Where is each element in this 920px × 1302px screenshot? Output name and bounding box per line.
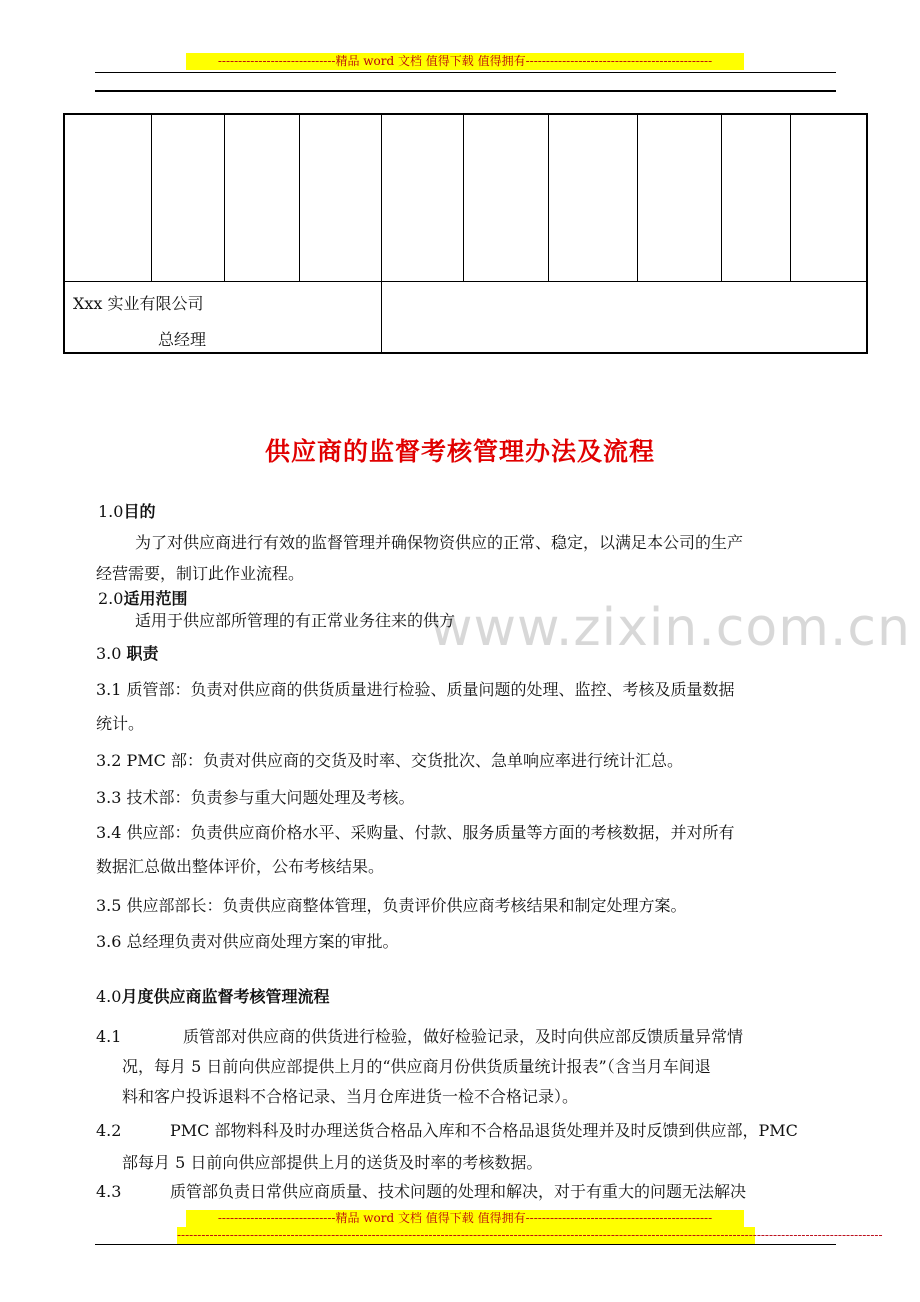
table-divider [790, 115, 791, 282]
section-title: 职责 [126, 644, 159, 663]
signer-role: 总经理 [158, 330, 207, 349]
section-number: 4.0 [96, 987, 122, 1006]
list-number: 4.2 [96, 1121, 122, 1140]
footer-dashes: ------------------------------------------------------------------------------------------------------------------------------------------------------------------------------ [177, 1228, 883, 1242]
section-heading [96, 986, 329, 1008]
paragraph-line: 统计。 [96, 714, 145, 733]
paragraph-line: 部每月 5 日前向供应部提供上月的送货及时率的考核数据。 [122, 1153, 543, 1172]
header-double-rule [95, 90, 836, 92]
table-divider [299, 115, 300, 282]
paragraph-line: 3.4 供应部：负责供应商价格水平、采购量、付款、服务质量等方面的考核数据，并对所有 [96, 823, 735, 842]
site-watermark: www.zixin.com.cn [430, 598, 911, 658]
section-title: 目的 [123, 502, 156, 521]
footer-banner: -----------------------------精品 word 文档 值得下载 值得拥有---------------------------------------------- [186, 1210, 744, 1227]
list-number: 4.1 [96, 1027, 122, 1046]
table-divider [151, 115, 152, 282]
document-title: 供应商的监督考核管理办法及流程 [264, 437, 655, 466]
paragraph-line: 3.2 PMC 部：负责对供应商的交货及时率、交货批次、急单响应率进行统计汇总。 [96, 751, 684, 770]
table-divider [637, 115, 638, 282]
paragraph-line: 料和客户投诉退料不合格记录、当月仓库进货一检不合格记录）。 [122, 1087, 579, 1106]
list-number: 4.3 [96, 1182, 122, 1201]
header-banner: -----------------------------精品 word 文档 值得下载 值得拥有---------------------------------------------- [186, 53, 744, 70]
paragraph-line: 数据汇总做出整体评价，公布考核结果。 [96, 857, 385, 876]
company-name: Xxx 实业有限公司 [73, 294, 204, 313]
paragraph-line: 质管部对供应商的供货进行检验，做好检验记录，及时向供应部反馈质量异常情 [183, 1027, 744, 1046]
table-divider [381, 115, 382, 282]
paragraph-line: 3.6 总经理负责对供应商处理方案的审批。 [96, 932, 399, 951]
paragraph-line: 质管部负责日常供应商质量、技术问题的处理和解决，对于有重大的问题无法解决 [170, 1182, 747, 1201]
paragraph-line: 为了对供应商进行有效的监督管理并确保物资供应的正常、稳定，以满足本公司的生产 [135, 533, 744, 552]
table-divider [721, 115, 722, 282]
header-rule [95, 72, 836, 73]
paragraph-line: 适用于供应部所管理的有正常业务往来的供方 [135, 611, 456, 630]
paragraph-line: 况，每月 5 日前向供应部提供上月的“供应商月份供货质量统计报表”（含当月车间退 [122, 1057, 711, 1076]
paragraph-line: PMC 部物料科及时办理送货合格品入库和不合格品退货处理并及时反馈到供应部，PMC [170, 1121, 798, 1140]
signature-table [63, 113, 868, 354]
paragraph-line: 经营需要，制订此作业流程。 [96, 564, 305, 583]
table-divider [548, 115, 549, 282]
section-heading [96, 643, 159, 665]
section-heading [98, 588, 187, 610]
paragraph-line: 3.1 质管部：负责对供应商的供货质量进行检验、质量问题的处理、监控、考核及质量数据 [96, 680, 735, 699]
section-number: 3.0 [96, 644, 127, 663]
section-title: 月度供应商监督考核管理流程 [121, 987, 330, 1006]
table-divider [381, 281, 382, 352]
section-title: 适用范围 [123, 589, 188, 608]
footer-rule [95, 1244, 836, 1245]
section-number: 1.0 [98, 502, 124, 521]
table-divider [224, 115, 225, 282]
paragraph-line: 3.5 供应部部长：负责供应商整体管理，负责评价供应商考核结果和制定处理方案。 [96, 896, 687, 915]
table-row-divider [65, 281, 866, 282]
section-number: 2.0 [98, 589, 124, 608]
table-divider [463, 115, 464, 282]
section-heading [98, 501, 155, 523]
paragraph-line: 3.3 技术部：负责参与重大问题处理及考核。 [96, 788, 415, 807]
